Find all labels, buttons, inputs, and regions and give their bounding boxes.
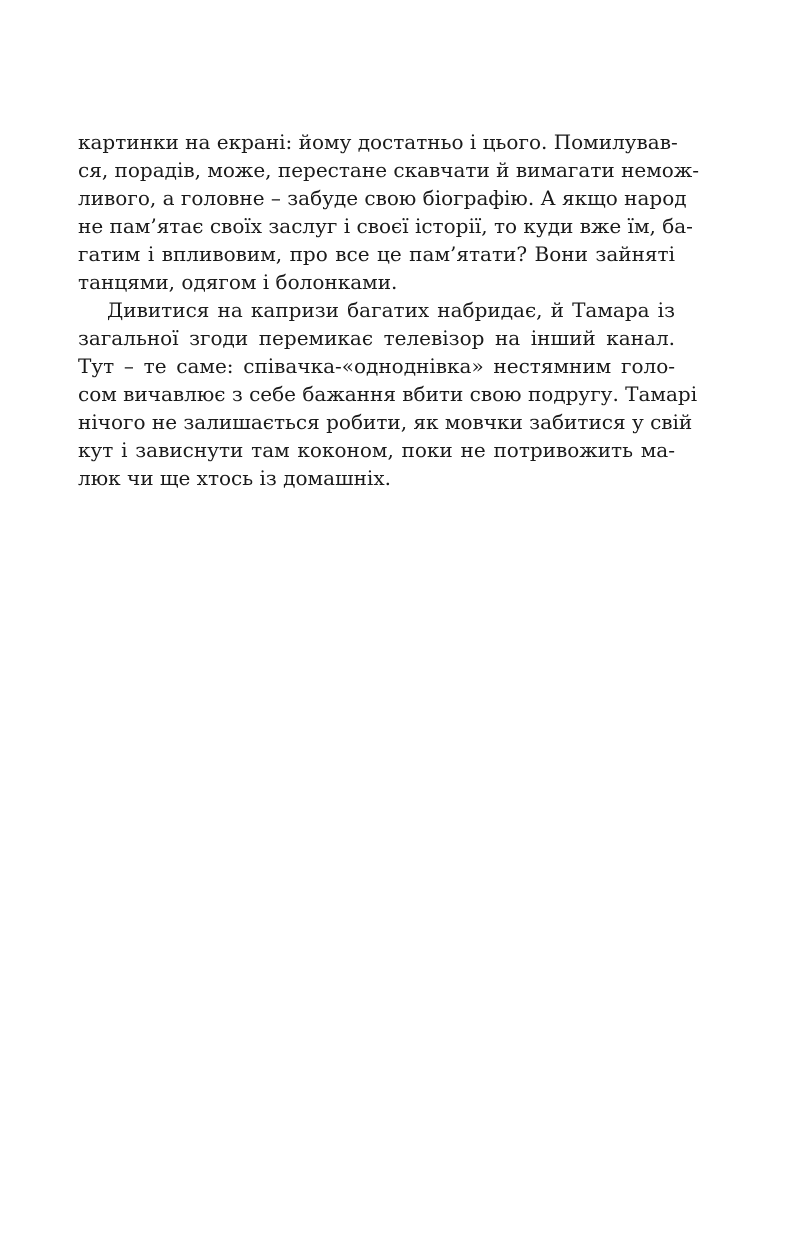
text-line: не пам’ятає своїх заслуг і своєї історії, то куди вже їм, ба- (78, 214, 693, 238)
text-line: танцями, одягом і болонками. (78, 270, 398, 294)
text-line: ся, порадів, може, перестане скавчати й вимагати немож- (78, 158, 699, 182)
text-line: нічого не залишається робити, як мовчки забитися у свій (78, 410, 693, 434)
body-text (78, 128, 699, 492)
text-line: Тут – те саме: співачка-«одноднівка» нестямним голо- (78, 354, 675, 378)
text-line: загальної згоди перемикає телевізор на інший канал. (78, 326, 675, 350)
text-line: гатим і впливовим, про все це пам’ятати? Вони зайняті (78, 242, 675, 266)
text-line: сом вичавлює з себе бажання вбити свою подругу. Тамарі (78, 382, 698, 406)
paragraph-2 (78, 296, 698, 492)
text-line: Дивитися на капризи багатих набридає, й Тамара із (107, 298, 675, 322)
text-line: картинки на екрані: йому достатньо і цього. Помилував- (78, 130, 678, 154)
text-line: кут і зависнути там коконом, поки не потривожить ма- (78, 438, 675, 462)
text-line: люк чи ще хтось із домашніх. (78, 466, 391, 490)
paragraph-1 (78, 128, 699, 296)
text-line: ливого, а головне – забуде свою біографію. А якщо народ (78, 186, 687, 210)
